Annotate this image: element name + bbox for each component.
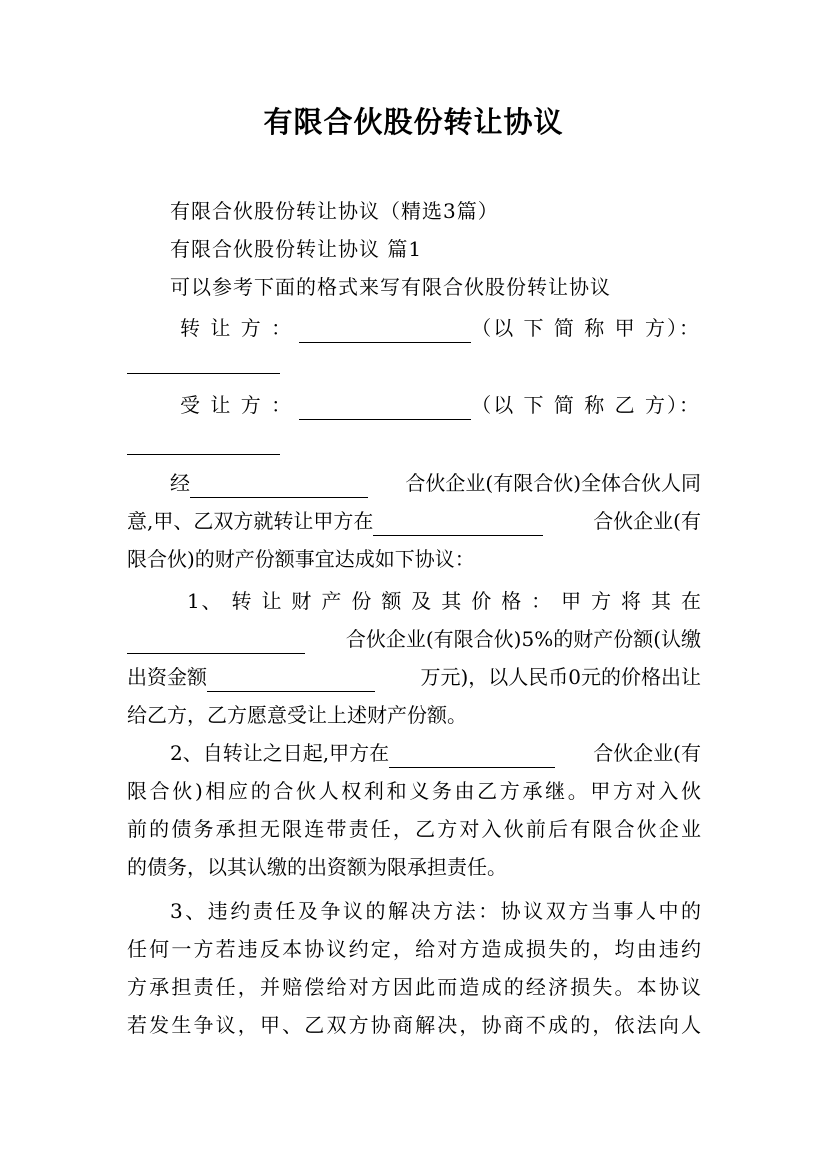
para2-line-2 [127,624,701,654]
para1-line-3: 限合伙)的财产份额事宜达成如下协议： [127,547,475,571]
para2-text: 万元)，以人民币0元的价格出让 [420,665,701,689]
transferor-blank [299,320,471,343]
para3-line-1 [170,738,701,768]
para3-line-2: 限合伙)相应的合伙人权利和义务由乙方承继。甲方对入伙 [127,779,701,803]
para3-text: 合伙企业(有 [593,741,701,765]
document-title: 有限合伙股份转让协议 [263,105,564,139]
intro-line-1: 有限合伙股份转让协议（精选3篇） [170,199,499,223]
enterprise-blank-2 [373,513,543,536]
para1-text: 合伙企业(有限合伙)全体合伙人同 [405,471,701,495]
transferee-label: 受 让 方 ： [180,393,294,417]
para2-text: 出资金额 [127,665,207,689]
amount-blank [207,669,375,692]
transferor-label: 转 让 方 ： [180,316,294,340]
transferee-suffix: （以 下 简 称 乙 方）： [471,393,701,417]
enterprise-blank-3 [127,631,305,654]
para1-text: 经 [170,471,190,495]
transferee-row [180,390,701,420]
para4-line-1: 3、违约责任及争议的解决方法：协议双方当事人中的 [170,899,701,923]
para1-text: 合伙企业(有 [593,509,701,533]
para1-text: 意,甲、乙双方就转让甲方在 [127,509,374,533]
para3-text: 2、自转让之日起,甲方在 [170,741,390,765]
para1-line-2 [127,506,701,536]
transferor-suffix: （以 下 简 称 甲 方）： [471,316,701,340]
transferee-blank [299,397,471,420]
para3-line-4: 的债务，以其认缴的出资额为限承担责任。 [127,855,507,879]
transferee-name-blank [127,454,280,455]
para2-line-1 [187,586,701,616]
para3-line-3: 前的债务承担无限连带责任，乙方对入伙前后有限合伙企业 [127,817,701,841]
para4-line-2: 任何一方若违反本协议约定，给对方造成损失的，均由违约 [127,937,701,961]
intro-line-2: 有限合伙股份转让协议 篇1 [170,237,423,261]
para2-line-3 [127,662,701,692]
para4-line-3: 方承担责任，并赔偿给对方因此而造成的经济损失。本协议 [127,975,701,999]
para2-text: 合伙企业(有限合伙)5%的财产份额(认缴 [345,627,701,651]
para2-line-4: 给乙方，乙方愿意受让上述财产份额。 [127,703,467,727]
transferor-name-blank [127,373,280,374]
para2-text: 1、 转 让 财 产 份 额 及 其 价 格 ： 甲 方 将 其 在 [187,589,701,613]
transferor-row [180,313,701,343]
intro-line-3: 可以参考下面的格式来写有限合伙股份转让协议 [170,275,611,299]
para1-line-1 [170,468,701,498]
para4-line-4: 若发生争议，甲、乙双方协商解决，协商不成的，依法向人 [127,1013,701,1037]
enterprise-blank-1 [190,475,368,498]
enterprise-blank-4 [389,745,555,768]
